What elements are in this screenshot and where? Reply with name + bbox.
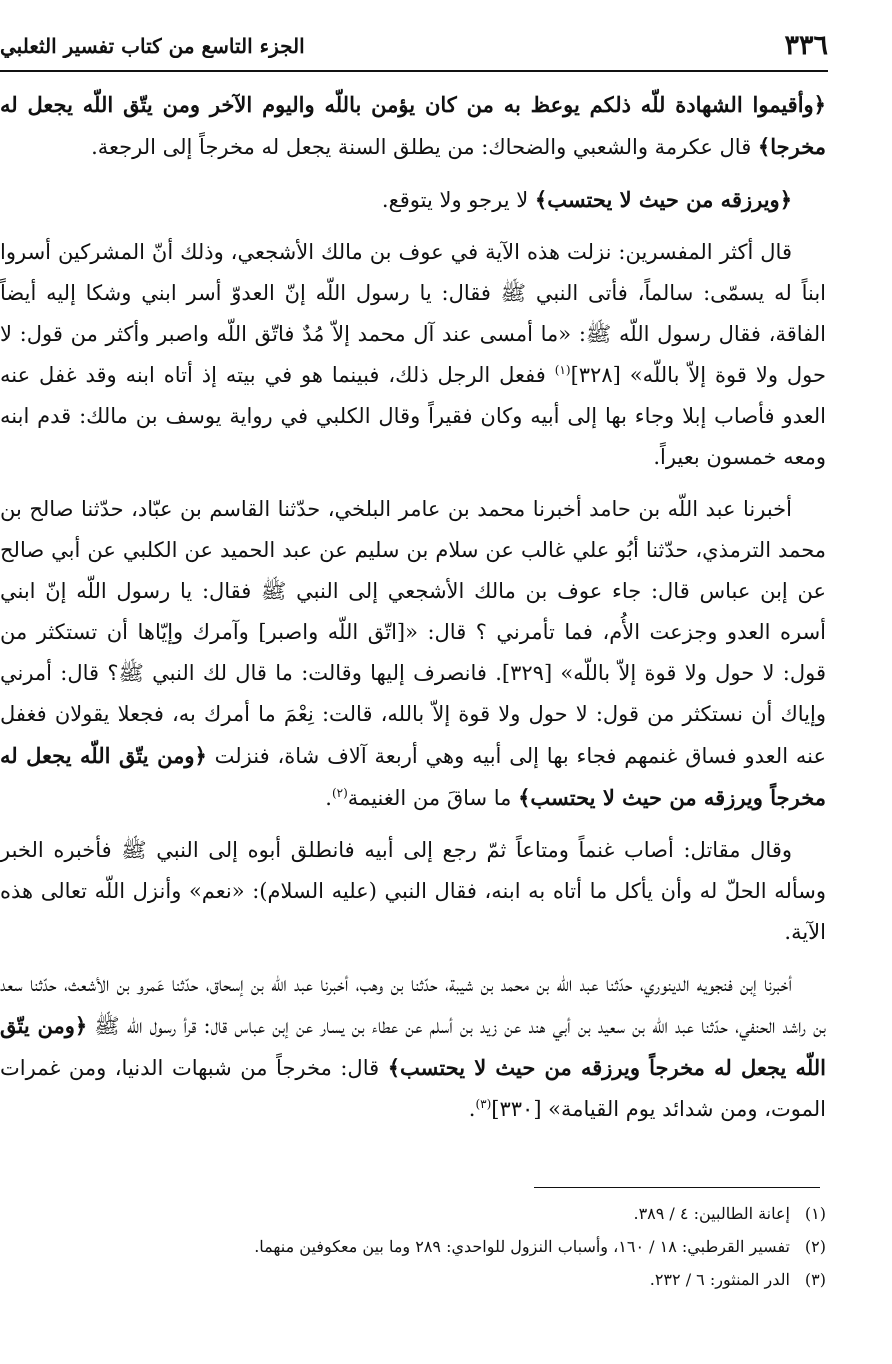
footnote-text: الدر المنثور: ٦ / ٢٣٢. (649, 1270, 790, 1289)
paragraph-text: ففعل الرجل ذلك، فبينما هو في بيته إذ أتاه ابنه وقد غفل عنه العدو فأصاب إبلا وجاء بها إلى أبيه وكان فقيراً وقال الكلبي في رواية يوسف بن مالك: قدم ابنه ومعه خمسون بعيراً. (0, 363, 826, 469)
paragraph-text: . (468, 1097, 476, 1121)
quran-verse: ﴿ويرزقه من حيث لا يحتسب﴾ (534, 187, 792, 212)
paragraph-text: وقال مقاتل: أصاب غنماً ومتاعاً ثمّ رجع إلى أبيه فانطلق أبوه إلى النبي ﷺ فأخبره الخبر وسأله الحلّ له وأن يأكل ما أتاه به ابنه، فقال النبي (عليه السلام): «نعم» وأنزل اللّه تعالى هذه الآية. (0, 838, 826, 944)
paragraph-text: . (325, 786, 332, 810)
paragraph-text: ما ساقَ من الغنيمة (347, 786, 519, 810)
paragraph-4 (0, 489, 826, 819)
main-text (0, 84, 826, 1141)
quran-verse: ﴿ومن يتّق اللّه يجعل له مخرجاً ويرزقه من حيث لا يحتسب﴾ (0, 1013, 826, 1080)
paragraph-3 (0, 232, 826, 478)
quran-verse: ﴿ومن يتّق اللّه يجعل له مخرجاً ويرزقه من حيث لا يحتسب﴾ (0, 743, 826, 810)
paragraph-text: قال: مخرجاً من شبهات الدنيا، ومن غمرات الموت، ومن شدائد يوم القيامة» [٣٣٠] (0, 1056, 826, 1121)
footnote-1 (0, 1197, 826, 1230)
paragraph-6 (0, 964, 826, 1130)
paragraph-text: لا يرجو ولا يتوقع. (381, 188, 535, 212)
footnote-3 (0, 1263, 826, 1296)
footnote-text: تفسير القرطبي: ١٨ / ١٦٠، وأسباب النزول للواحدي: ٢٨٩ وما بين معكوفين منهما. (254, 1237, 790, 1256)
paragraph-text: قال عكرمة والشعبي والضحاك: من يطلق السنة يجعل له مخرجاً إلى الرجعة. (91, 135, 758, 159)
paragraph-text: أخبرنا إبن فنجويه الدينوري، حدّثنا عبد اللّه بن محمد بن شيبة، حدّثنا بن وهب، أخبرنا عبد اللّه بن إسحاق، حدّثنا عَمرو بن الأشعث، حدّثنا سعد بن راشد الحنفي، حدّثنا عبد اللّه بن سعيد بن أبي هند عن زيد بن أسلم عن عطاء بن يسار عن إبن عباس قال: قرأ رسول اللّه ﷺ (0, 972, 826, 1038)
paragraph-text: قال أكثر المفسرين: نزلت هذه الآية في عوف بن مالك الأشجعي، وذلك أنّ المشركين أسروا ابناً له يسمّى: سالماً، فأتى النبي ﷺ فقال: يا رسول اللّه إنّ العدوّ أسر ابني وشكا إليه أيضاً الفاقة، فقال رسول اللّه ﷺ: «ما أمسى عند آل محمد إلاّ مُدٌ فاتّق اللّه واصبر وأكثر من قول: لا حول ولا قوة إلاّ باللّه» [٣٢٨] (0, 240, 826, 387)
footnote-ref: (٢) (331, 786, 348, 800)
footnote-rule (534, 1187, 820, 1188)
footnote-number: (٢) (804, 1237, 826, 1256)
paragraph-2 (0, 179, 826, 221)
paragraph-1 (0, 84, 826, 168)
paragraph-text: أخبرنا عبد اللّه بن حامد أخبرنا محمد بن عامر البلخي، حدّثنا القاسم بن عبّاد، حدّثنا صالح بن محمد الترمذي، حدّثنا أبُو علي غالب عن سلام بن سليم عن عبد الحميد عن الكلبي عن أبي صالح عن إبن عباس قال: جاء عوف بن مالك الأشجعي إلى النبي ﷺ فقال: يا رسول اللّه إنّ ابني أسره العدو وجزعت الأُم، فما تأمرني ؟ قال: «[اتّق اللّه واصبر] وآمرك وإيّاها أن تستكثر من قول: لا حول ولا قوة إلاّ باللّه» [٣٢٩]. فانصرف إليها وقالت: ما قال لك النبي ﷺ؟ قال: أمرني وإياك أن نستكثر من قول: لا حول ولا قوة إلاّ بالله، قالت: نِعْمَ ما أمرك به، فجعلا يقولان فغفل عنه العدو فساق غنمهم فجاء بها إلى أبيه وهي أربعة آلاف شاة، فنزلت (0, 497, 827, 768)
footnote-number: (٣) (804, 1270, 826, 1289)
footnote-2 (0, 1230, 826, 1263)
footnote-number: (١) (804, 1204, 826, 1223)
footnote-text: إعانة الطالبين: ٤ / ٣٨٩. (633, 1204, 790, 1223)
page-header (0, 28, 828, 68)
running-title: الجزء التاسع من كتاب تفسير الثعلبي (0, 34, 305, 58)
quran-verse: ﴿وأقيموا الشهادة للّه ذلكم يوعظ به من كان يؤمن باللّه واليوم الآخر ومن يتّق اللّه يجعل له مخرجا﴾ (0, 92, 826, 159)
footnotes (0, 1197, 826, 1296)
header-rule (0, 70, 828, 72)
page-number: ٣٣٦ (784, 30, 828, 61)
footnote-ref: (١) (554, 363, 571, 377)
footnote-ref: (٣) (475, 1097, 492, 1111)
paragraph-5 (0, 830, 826, 953)
